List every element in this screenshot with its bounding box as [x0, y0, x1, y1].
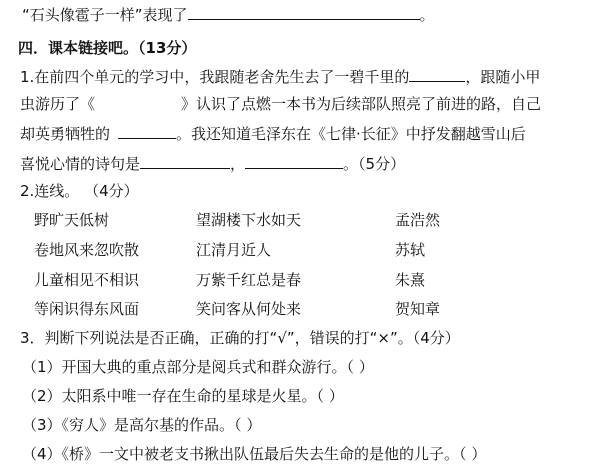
poem-line-col2[interactable]: 万紫千红总是春 — [196, 271, 302, 289]
answer-blank[interactable] — [118, 123, 176, 139]
poem-line-col2[interactable]: 笑问客从何处来 — [196, 300, 302, 318]
poem-line-col1[interactable]: 儿童相见不相识 — [34, 271, 140, 289]
q1-text: 虫游历了《 — [20, 95, 96, 113]
q1-text: 喜悦心情的诗句是 — [20, 155, 141, 173]
quote-text: “石头像雹子一样”表现了 — [22, 6, 188, 24]
answer-blank[interactable] — [245, 153, 343, 169]
section-title: 四．课本链接吧。（13分） — [18, 39, 197, 57]
q1-line4 — [20, 153, 405, 174]
q2-title: 2.连线。 （4分） — [20, 182, 139, 200]
poem-line-col1[interactable]: 等闲识得东风面 — [34, 300, 140, 318]
answer-blank[interactable] — [409, 66, 465, 82]
q1-text: ， — [230, 155, 246, 173]
period: 。 — [419, 6, 435, 24]
q1-line2 — [20, 94, 541, 114]
q1-text: 。我还知道毛泽东在《七律·长征》中抒发翻越雪山后 — [176, 125, 526, 143]
q1-text: 1.在前四个单元的学习中，我跟随老舍先生去了一碧千里的 — [20, 68, 410, 86]
poem-line-col2[interactable]: 江清月近人 — [196, 241, 272, 259]
q3-title: 3．判断下列说法是否正确，正确的打“√”，错误的打“×”。（4分） — [20, 329, 460, 347]
judgment-item[interactable]: （2）太阳系中唯一存在生命的星球是火星。（ ） — [22, 387, 344, 405]
poem-line-col2[interactable]: 望湖楼下水如天 — [196, 211, 302, 229]
judgment-item[interactable]: （1）开国大典的重点部分是阅兵式和群众游行。（ ） — [22, 358, 374, 376]
poem-line-col1[interactable]: 野旷天低树 — [34, 211, 110, 229]
q1-line3 — [20, 123, 526, 144]
judgment-item[interactable]: （4）《桥》一文中被老支书揪出队伍最后失去生命的是他的儿子。（ ） — [22, 445, 487, 463]
q1-text: 却英勇牺牲的 — [20, 125, 111, 143]
poet-name[interactable]: 贺知章 — [395, 300, 441, 318]
poem-line-col1[interactable]: 卷地风来忽吹散 — [34, 241, 140, 259]
q1-text: ，跟随小甲 — [465, 68, 541, 86]
poet-name[interactable]: 孟浩然 — [395, 211, 441, 229]
fill-in-line-stone-hail — [22, 4, 435, 25]
answer-blank[interactable] — [188, 4, 420, 20]
poet-name[interactable]: 苏轼 — [395, 241, 426, 259]
answer-blank[interactable] — [140, 153, 230, 169]
judgment-item[interactable]: （3）《穷人》是高尔基的作品。（ ） — [22, 416, 262, 434]
q1-text: 。（5分） — [343, 155, 406, 173]
q1-line1 — [20, 66, 540, 87]
q1-text: 》认识了点燃一本书为后续部队照亮了前进的路，自己 — [181, 95, 542, 113]
poet-name[interactable]: 朱熹 — [395, 271, 426, 289]
